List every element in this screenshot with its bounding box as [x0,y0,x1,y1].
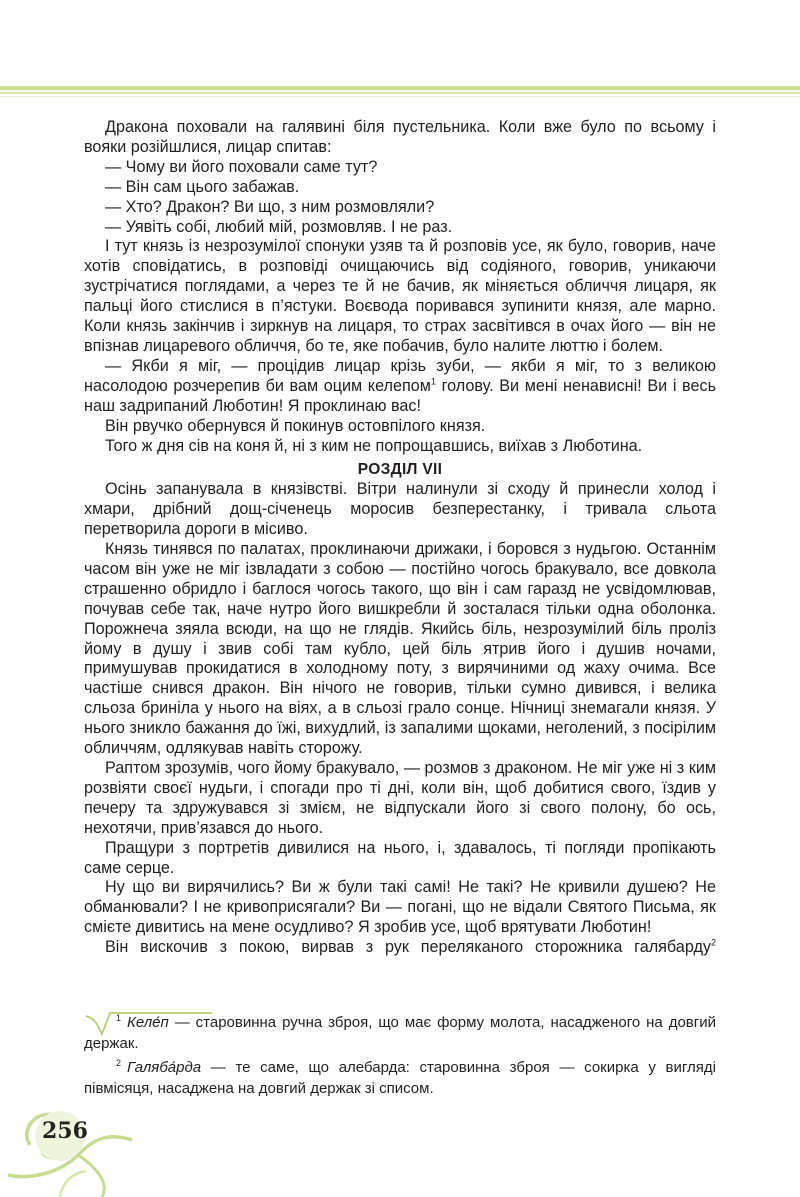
dialogue-line: — Уявіть собі, любий мій, розмовляв. І не раз. [105,217,453,236]
header-rule-faint [0,96,800,97]
footnote [84,1058,716,1099]
dialogue-line: — Хто? Дракон? Ви що, з ним розмовляли? [105,197,435,216]
footnote [84,1013,716,1054]
paragraph: Він рвучко обернувся й покинув остовпілого князя. [105,416,486,435]
paragraph-part: голову. Ви мені ненависні! Ви і весь наш задрипаний Люботин! Я проклинаю вас! [84,376,717,415]
paragraph: Раптом зрозумів, чого йому бракувало, — розмов з драконом. Не міг уже ні з ким розвіяти своєї нудьги, і спогади про ті дні, коли він, щоб добитися свого, їздив у печеру та здружувався зі змієм, не відпускали його зі свого полону, бо ось, нехотячи, прив’язався до нього. [84,759,716,837]
header-rule [0,86,800,90]
main-text [84,118,716,958]
footnote-number: 1 [116,1013,122,1023]
paragraph: Пращури з портретів дивилися на нього, і, здавалось, ті погляди пропікають саме серце. [84,838,716,877]
footnote-text: — те саме, що алебарда: старовинна зброя — сокирка у вигляді півмісяця, насаджена на довгий держак зі списом. [84,1059,716,1097]
footnote-number: 2 [116,1058,122,1068]
paragraph: Того ж дня сів на коня й, ні з ким не попрощавшись, виїхав з Люботина. [105,436,643,455]
dialogue-line: — Він сам цього забажав. [105,177,300,196]
chapter-title: РОЗДІЛ VII [357,461,443,479]
footnote-text: — старовинна ручна зброя, що має форму молота, насадженого на довгий держак. [84,1014,716,1052]
paragraph: І тут князь із незрозумілої спонуки узяв та й розповів усе, як було, говорив, наче хотів сповідатись, в розповіді очищаючись від содіяного, говорив, уникаючи зустрічатися поглядами, а через те й не бачив, як міняється обличчя лицаря, як пальці його стислися в п’ястуки. Воєвода поривався зупинити князя, але марно. Коли князь закінчив і зиркнув на лицаря, то страх засвітився в очах його — він не впізнав лицаревого обличчя, бо те, яке побачив, було налите люттю і болем. [84,237,716,355]
paragraph [84,357,716,417]
footnote-term: Келе́п [127,1014,169,1031]
paragraph: Князь тинявся по палатах, проклинаючи дрижаки, і боровся з нудьгою. Останнім часом він уже не міг ізвладати з собою — постійно чогось бракувало, все довкола страшенно обридло і баглося чогось такого, що він і сам гаразд не усвідомлював, почував себе так, наче нутро його вишкребли й зосталася тільки одна оболонка. Порожнеча зяяла всюди, на що не глядів. Якийсь біль, незрозумілий біль проліз йому в душу і звив собі там кубло, цей біль ятрив його і душив ночами, примушував прокидатися в холодному поту, з вирячиними од жаху очима. Все частіше снився дракон. Він нічого не говорив, тільки сумно дивився, і велика сльоза бриніла у нього на віях, а в сльозі грало сонце. Нічниці знемагали князя. У нього зникло бажання до їжі, вихудлий, із запалими щоками, неголений, з посірілим обличчям, одлякував навіть сторожу. [84,540,716,758]
paragraph-part: — Якби я міг, — процідив лицар крізь зуби, — якби я міг, то з великою насолодою розчерепив би вам оцим келепом [84,356,716,395]
footnote-term: Галяба́рда [127,1059,202,1076]
paragraph [84,938,716,958]
paragraph-part: Він вискочив з покою, вирвав з рук переляканого сторожника галябарду [105,938,711,957]
header-rule-thin [0,92,800,94]
footnote-ref-2: 2 [710,937,716,948]
paragraph: Дракона поховали на галявині біля пустельника. Коли вже було по всьому і вояки розійшлися, лицар спитав: [84,118,716,156]
paragraph: Ну що ви вирячились? Ви ж були такі самі! Не такі? Не кривили душею? Не обманювали? І не кривоприсягали? Ви — погані, що не відали Святого Письма, як смієте дивитись на мене осудливо? Я зробив усе, щоб врятувати Люботин! [84,878,716,937]
paragraph: Осінь запанувала в князівстві. Вітри налинули зі сходу й принесли холод і хмари, дрібний дощ-січенець моросив безперестанку, і тривала сльота перетворила дороги в місиво. [84,480,716,539]
footnote-ref-1: 1 [430,376,436,387]
dialogue-line: — Чому ви його поховали саме тут? [105,157,378,176]
page-number: 256 [42,1118,88,1144]
footnotes [84,1013,716,1099]
